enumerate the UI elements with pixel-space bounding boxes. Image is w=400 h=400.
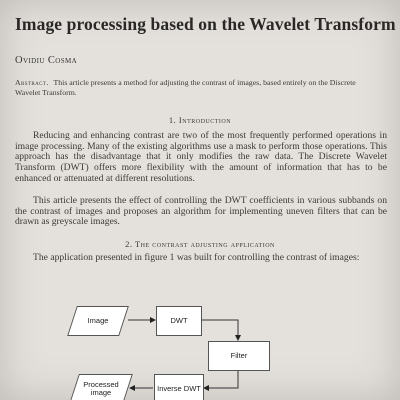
section-heading-application: 2. The contrast adjusting application xyxy=(125,239,275,249)
intro-paragraph-2-text: This article presents the effect of controlling the DWT coefficients in various subbands on the contrast of images and proposes an algorithm for implementing uneven filters that can be drawn as greyscale images. xyxy=(15,195,387,228)
section-heading-introduction: 1. Introduction xyxy=(168,115,232,125)
intro-paragraph-1-text: Reducing and enhancing contrast are two of the most frequently performed operations in image processing. Many of the existing algorithms use a mask to perform those operations. This approach has the disadvantage that it only modifies the raw data. The Discrete Wavelet Transform (DWT) offers more flexibility with the amount of information that has to be enhanced or attenuated at different resolutions. xyxy=(15,130,387,184)
node-filter: Filter xyxy=(208,341,270,371)
application-paragraph-text: The application presented in figure 1 was built for controlling the contrast of images: xyxy=(33,252,360,263)
arrow-dwt-to-filter xyxy=(200,320,238,340)
node-image-label: Image xyxy=(87,315,109,325)
abstract-text: This article presents a method for adjusting the contrast of images, based entirely on the Discrete Wavelet Transform. xyxy=(15,78,356,97)
paper-title: Image processing based on the Wavelet Transform xyxy=(15,14,396,34)
node-inverse-dwt: Inverse DWT xyxy=(154,374,204,400)
arrow-filter-to-inverse xyxy=(204,370,238,388)
author-name: Ovidiu Cosma xyxy=(15,55,78,66)
node-dwt: DWT xyxy=(156,306,202,336)
node-processed-label: Processed image xyxy=(83,379,119,397)
abstract-label: Abstract. xyxy=(15,78,49,87)
